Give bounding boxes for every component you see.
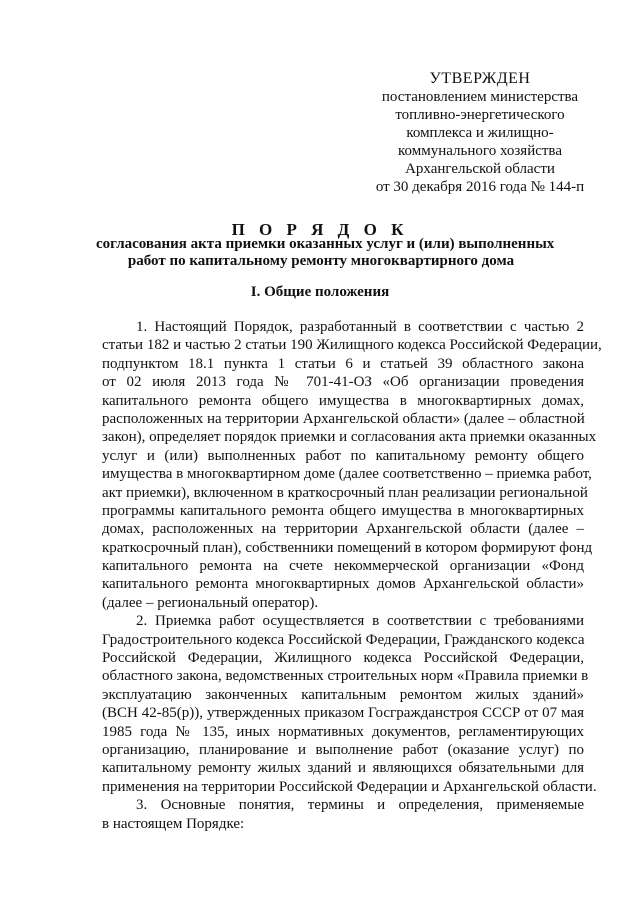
approval-line: коммунального хозяйства xyxy=(398,143,562,159)
paragraph-2-line: 1985 года № 135, иных нормативных документов, регламентирующих xyxy=(102,723,584,740)
paragraph-3-line: 3. Основные понятия, термины и определения, применяемые xyxy=(136,797,584,814)
paragraph-1-line: краткосрочный план), собственники помещений в котором формируют фонд xyxy=(102,539,593,556)
paragraph-1-line: домах, расположенных на территории Архангельской области (далее – xyxy=(102,521,584,538)
paragraph-2-line: областного закона, ведомственных строительных норм «Правила приемки в xyxy=(102,668,589,685)
paragraph-1-line: капитального ремонта общего имущества в многоквартирных домах, xyxy=(102,392,584,409)
paragraph-1-line: программы капитального ремонта общего имущества в многоквартирных xyxy=(102,502,584,519)
paragraph-2-line: 2. Приемка работ осуществляется в соответствии с требованиями xyxy=(136,613,584,630)
paragraph-2-line: Градостроительного кодекса Российской Федерации, Гражданского кодекса xyxy=(102,631,585,648)
approval-stamp-block xyxy=(355,70,605,196)
paragraph-1-line: капитального ремонта многоквартирных домов Архангельской области» xyxy=(102,576,584,593)
paragraph-1-line: закон), определяет порядок приемки и согласования акта приемки оказанных xyxy=(102,429,597,446)
subtitle-line: работ по капитальному ремонту многоквартирного дома xyxy=(127,253,515,269)
paragraph-2-line: применения на территории Российской Федерации и Архангельской области. xyxy=(102,778,597,795)
paragraph-1-line: статьи 182 и частью 2 статьи 190 Жилищного кодекса Российской Федерации, xyxy=(102,337,602,354)
paragraph-2-line: капитальному ремонту жилых зданий и являющихся обязательными для xyxy=(102,760,584,777)
paragraph-1-line: акт приемки), включенном в краткосрочный план реализации региональной xyxy=(102,484,588,501)
approval-line: УТВЕРЖДЕН xyxy=(429,70,531,87)
paragraph-1-line: подпунктом 18.1 пункта 1 статьи 6 и статьей 39 областного закона xyxy=(102,355,584,372)
paragraph-3-line: в настоящем Порядке: xyxy=(102,815,245,832)
paragraph-1-line: капитального ремонта на счете некоммерческой организации «Фонд xyxy=(102,558,584,575)
paragraph-1-line: от 02 июля 2013 года № 701-41-ОЗ «Об организации проведения xyxy=(102,374,584,391)
paragraph-1-line: 1. Настоящий Порядок, разработанный в соответствии с частью 2 xyxy=(136,319,584,335)
paragraph-1-line: услуг и (или) выполненных работ по капитальному ремонту общего xyxy=(102,447,584,464)
paragraph-1-line: расположенных на территории Архангельской области» (далее – областной xyxy=(102,410,585,427)
approval-line: постановлением министерства xyxy=(381,89,579,105)
paragraph-2-line: Российской Федерации, Жилищного кодекса Российской Федерации, xyxy=(102,650,584,667)
document-subtitle xyxy=(96,236,555,270)
subtitle-line: согласования акта приемки оказанных услуг и (или) выполненных xyxy=(96,236,555,252)
approval-line: топливно-энергетического xyxy=(395,107,565,123)
approval-line: комплекса и жилищно- xyxy=(406,125,554,141)
paragraph-2-line: (ВСН 42-85(р)), утвержденных приказом Госгражданстроя СССР от 07 мая xyxy=(102,705,584,722)
paragraph-2-line: организацию, планирование и выполнение работ (оказание услуг) по xyxy=(102,741,584,758)
paragraph-1-line: имущества в многоквартирном доме (далее соответственно – приемка работ, xyxy=(102,466,592,483)
approval-line: Архангельской области xyxy=(405,161,555,177)
section-heading: I. Общие положения xyxy=(250,284,390,300)
body-text xyxy=(102,318,602,833)
document-title: П О Р Я Д О К xyxy=(231,220,409,239)
paragraph-1-line: (далее – региональный оператор). xyxy=(102,594,319,611)
paragraph-2-line: эксплуатацию законченных капитальным ремонтом жилых зданий» xyxy=(102,686,584,703)
approval-line: от 30 декабря 2016 года № 144-п xyxy=(375,179,585,195)
